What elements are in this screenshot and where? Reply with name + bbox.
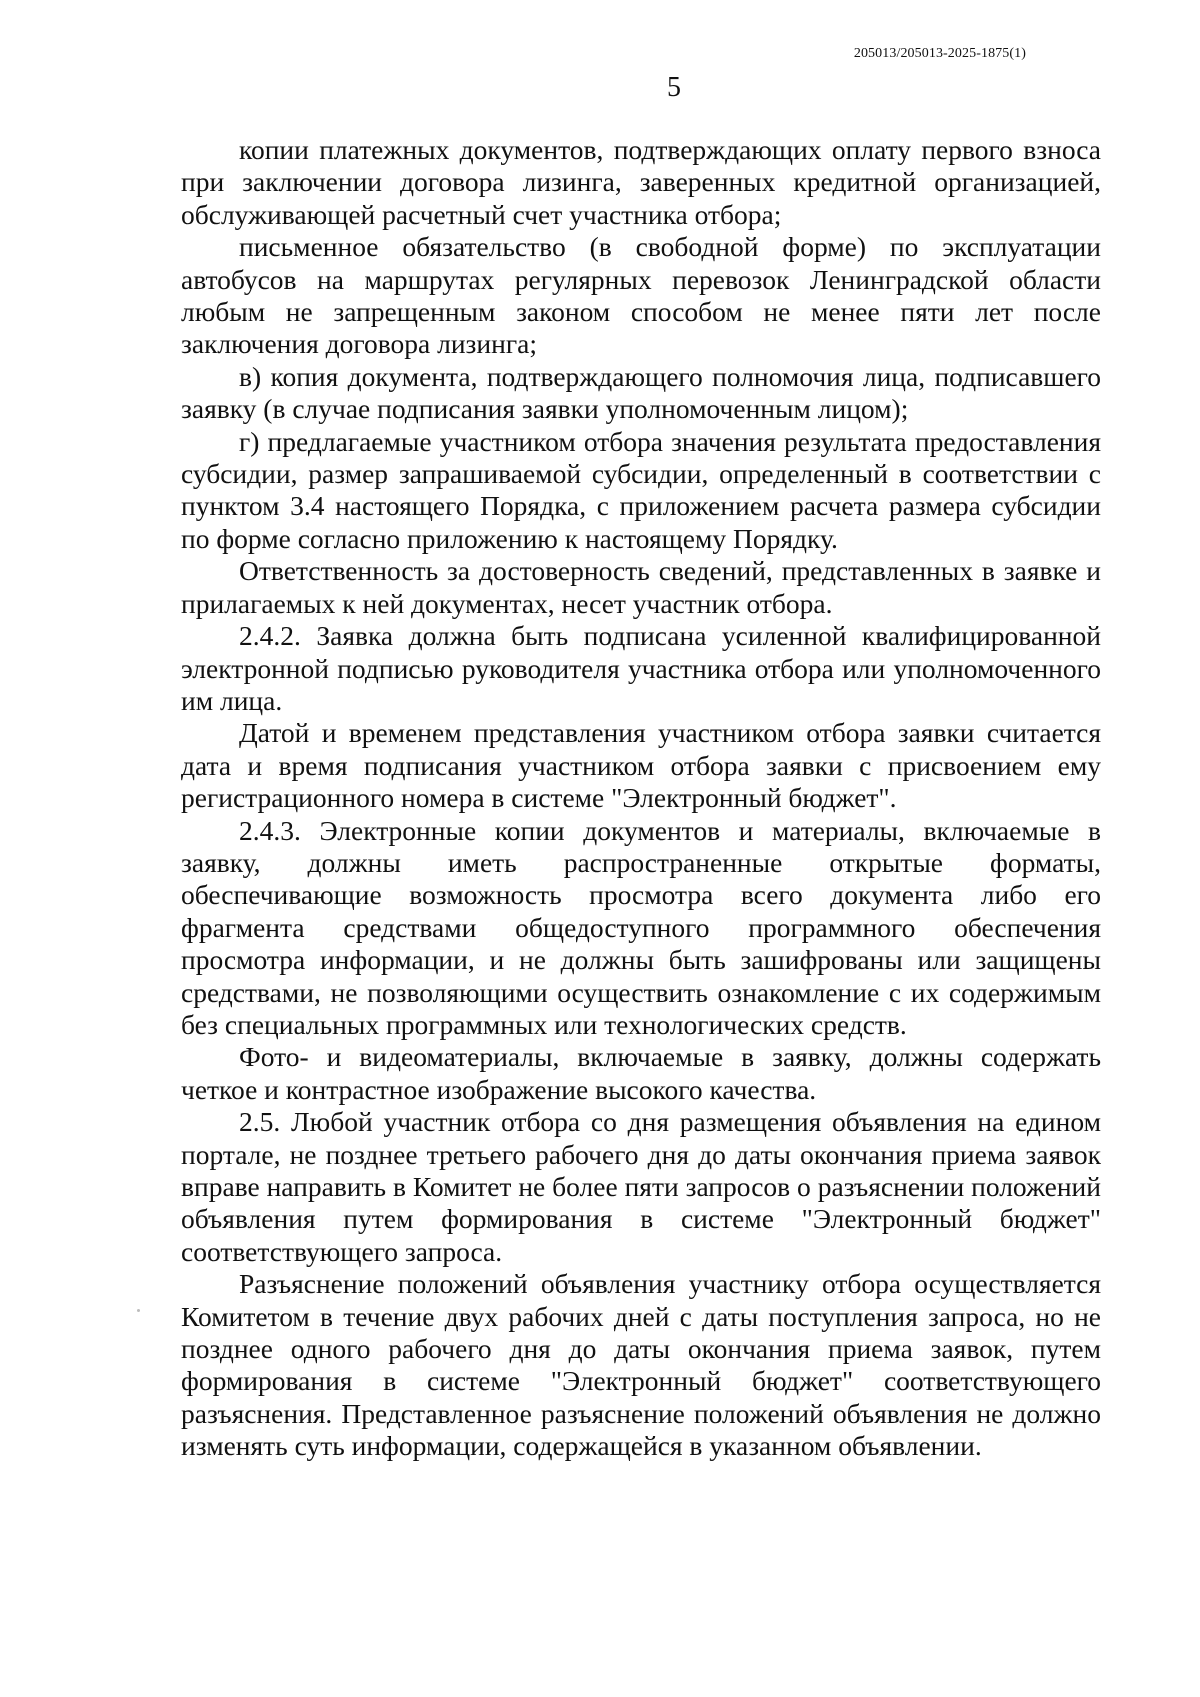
paragraph: Фото- и видеоматериалы, включаемые в заявку, должны содержать четкое и контрастное изображение высокого качества. xyxy=(181,1041,1101,1105)
paragraph: Ответственность за достоверность сведений, представленных в заявке и прилагаемых к ней документах, несет участник отбора. xyxy=(181,555,1101,619)
page-number: 5 xyxy=(667,72,681,103)
paragraph: Датой и временем представления участником отбора заявки считается дата и время подписания участником отбора заявки с присвоением ему регистрационного номера в системе "Электронный бюджет". xyxy=(181,717,1101,814)
scan-speck xyxy=(137,1309,140,1312)
paragraph: копии платежных документов, подтверждающих оплату первого взноса при заключении договора лизинга, заверенных кредитной организацией, обслуживающей расчетный счет участника отбора; xyxy=(181,134,1101,230)
paragraph: г) предлагаемые участником отбора значения результата предоставления субсидии, размер запрашиваемой субсидии, определенный в соответствии с пунктом 3.4 настоящего Порядка, с приложением расчета размера субсидии по форме согласно приложению к настоящему Порядку. xyxy=(181,425,1101,554)
paragraph: Разъяснение положений объявления участнику отбора осуществляется Комитетом в течение двух рабочих дней с даты поступления запроса, но не позднее одного рабочего дня до даты окончания приема заявок, путем формирования в системе "Электронный бюджет" соответствующего разъяснения. Представленное разъяснение положений объявления не должно изменять суть информации, содержащейся в указанном объявлении. xyxy=(181,1268,1101,1462)
paragraph: 2.4.3. Электронные копии документов и материалы, включаемые в заявку, должны иметь распространенные открытые форматы, обеспечивающие возможность просмотра всего документа либо его фрагмента средствами общедоступного программного обеспечения просмотра информации, и не должны быть зашифрованы или защищены средствами, не позволяющими осуществить ознакомление с их содержимым без специальных программных или технологических средств. xyxy=(181,814,1101,1040)
paragraph: 2.5. Любой участник отбора со дня размещения объявления на едином портале, не позднее третьего рабочего дня до даты окончания приема заявок вправе направить в Комитет не более пяти запросов о разъяснении положений объявления путем формирования в системе "Электронный бюджет" соответствующего запроса. xyxy=(181,1106,1101,1267)
document-id: 205013/205013-2025-1875(1) xyxy=(853,46,1026,61)
document-body xyxy=(181,134,1101,1463)
paragraph: письменное обязательство (в свободной форме) по эксплуатации автобусов на маршрутах регулярных перевозок Ленинградской области любым не запрещенным законом способом не менее пяти лет после заключения договора лизинга; xyxy=(181,231,1101,360)
paragraph: в) копия документа, подтверждающего полномочия лица, подписавшего заявку (в случае подписания заявки уполномоченным лицом); xyxy=(181,360,1101,425)
paragraph: 2.4.2. Заявка должна быть подписана усиленной квалифицированной электронной подписью руководителя участника отбора или уполномоченного им лица. xyxy=(181,620,1101,716)
